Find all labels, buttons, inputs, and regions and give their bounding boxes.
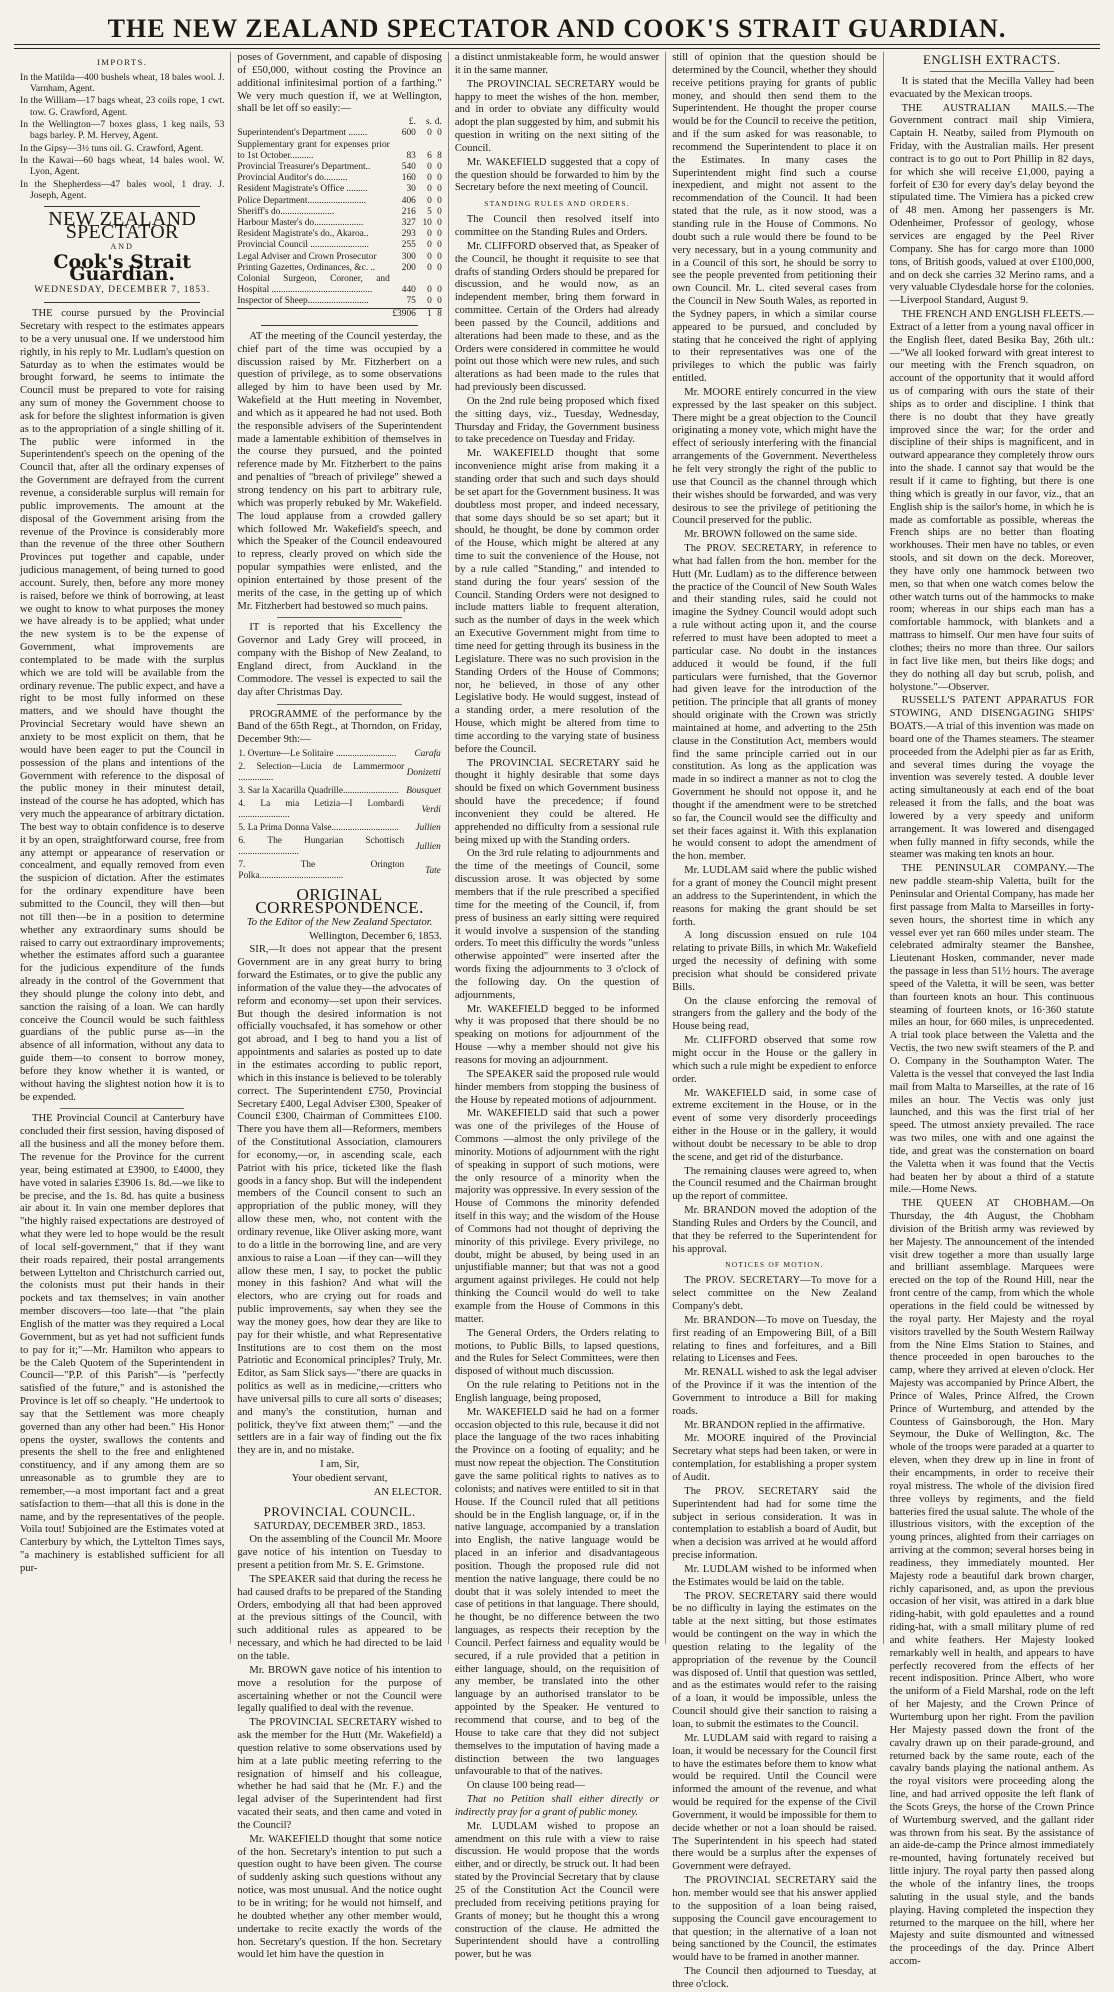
council-paragraph: On the 3rd rule relating to adjournments and the time of the meetings of Council, some discussion arose. It was objected by some members that if the rule prescribed a specified time for the meeting of the Council, if, from press of business an early sitting were required it would involve a suspension of the standing orders. To meet this difficulty the words "unless otherwise appointed" were inserted after the words fixing the adjournments to 3 o'clock of the following day. On the question of adjournments, — [454, 848, 660, 1001]
divider — [60, 1108, 184, 1109]
council-paragraph: The PROVINCIAL SECRETARY wished to ask the member for the Hutt (Mr. Wakefield) a question relative to some observations used by him at a late public meeting referring to the resignation of himself and his colleague, whether he had said that he (Mr. F.) and the legal adviser of the Superintendent had first vacated their seats, and then came and voted in the Council? — [237, 1717, 442, 1831]
council-paragraph: The Council then resolved itself into committee on the Standing Rules and Orders. — [454, 214, 660, 238]
masthead-rule-lower — [14, 48, 1100, 49]
council-paragraph: On the rule relating to Petitions not in the English language, being proposed, — [454, 1380, 660, 1404]
column-1 — [14, 52, 231, 1644]
council-paragraph: The SPEAKER said the proposed rule would hinder members from stopping the business of the House by repeated motions of adjournment. — [454, 1068, 660, 1106]
council-paragraph: The PROV. SECRETARY said there would be no difficulty in laying the estimates on the table at the next sitting, but those estimates would be contingent on the way in which the question relating to the legality of the appropriation of the revenue by the Council was disposed of. Until that question was settled, and as the estimates would refer to the raising of a loan, it would be impossible, unless the Council should give their sanction to raising a loan, to submit the estimates to the Council. — [672, 1590, 877, 1730]
council-paragraph: On clause 100 being read— — [466, 1780, 586, 1792]
council-paragraph: A long discussion ensued on rule 104 relating to private Bills, in which Mr. Wakefield urged the necessity of defining with some precision what should be considered private Bills. — [672, 930, 877, 993]
estimates-total: £3906 1 8 — [237, 308, 441, 320]
council-paragraph: Mr. BRANDON—To move on Tuesday, the first reading of an Empowering Bill, of a Bill relating to fines and forfeitures, and a Bill relating to Licenses and Fees. — [672, 1314, 877, 1365]
council-paragraph: Mr. MOORE inquired of the Provincial Secretary what steps had been taken, or were in contemplation, for establishing a proper system of Audit. — [672, 1433, 877, 1483]
programme-row: 7. The Orington Polka.................................... Tate — [238, 860, 441, 882]
subheading-notices: NOTICES OF MOTION. — [725, 1260, 824, 1270]
import-item: In the William—17 bags wheat, 23 coils rope, 1 cwt. tow. G. Crawford, Agent. — [20, 95, 225, 118]
programme-row: 6. The Hungarian Schottisch .......................... Jullien — [238, 836, 441, 858]
divider — [277, 617, 401, 618]
estimates-row: Provincial Council ......................... 255 0 0 — [237, 240, 442, 251]
paper-subtitle: Cook's Strait Guardian. — [53, 250, 191, 286]
correspondence-heading: ORIGINAL CORRESPONDENCE. — [255, 885, 424, 917]
dateline: WEDNESDAY, DECEMBER 7, 1853. — [34, 285, 211, 296]
council-paragraph: Mr. LUDLAM said with regard to raising a loan, it would be necessary for the Council first to have the estimates before them to know what would be required. Until the Council were informed the amount of the revenue, and what would be required for the expense of the Civil Government, it would be impossible for them to decide whether or not a loan should be raised. The Superintendent in his speech had stated there would be a surplus after the expenses of Government were defrayed. — [672, 1732, 877, 1873]
import-item: In the Shepherdess—47 bales wool, 1 dray. J. Joseph, Agent. — [20, 178, 225, 201]
columns — [14, 52, 1100, 1990]
extract-paragraph: THE QUEEN AT CHOBHAM.—On Thursday, the 4th August, the Chobham division of the British army was reviewed by her Majesty. The announcement of the intended visit drew together a more than usually large and brilliant assemblage. Marquees were erected on the top of the Round Hill, near the front centre of the camp, from which the whole operations in the field could be witnessed by the royal party. Her Majesty and the royal visitors travelled by the South Western Railway from the Nine Elms Station to Staines, and thence proceeded in open barouches to the camp, where they arrived at eleven o'clock. Her Majesty was accompanied by Prince Albert, the Prince of Wales, Prince Alfred, the Crown Prince of Wurtemburg, and attended by the Countess of Gainsborough, the Hon. Mary Seymour, the Duke of Wellington, &c. The whole of the troops were paraded at a quarter to eleven, when they drew up in line in front of their encampments, in order to receive their royal mistress. The whole of the division fired three volleys by regiments, and the field batteries fired the usual salute. The whole of the illustrious visitors, with the exception of the young princes, alighted from their carriages on arriving at the common; several horses being in readiness, they immediately mounted. Her Majesty rode a beautiful dark brown charger, richly caparisoned, and, as upon the previous occasion of her visit, was attired in a dark blue riding-habit, with gold epaulettes and a round riding-hat, with a small military plume of red and white feathers. Her Majesty looked remarkably well in health, and appears to have perfectly recovered from the effects of her recent indisposition. Prince Albert, who wore the uniform of a Field Marshal, rode on the left of her Majesty, and the Crown Prince of Wurtemburg upon her right. From the pavilion Her Majesty passed down the front of the cavalry drawn up on their parade-ground, and returned back by the same route, each of the cavalry bands playing the national anthem. As the royal visitors were proceeding along the line, and had arrived opposite the left flank of the Scots Greys, the horse of the Crown Prince of Wurtemburg swerved, and the gallant rider was thrown from his seat. By the assistance of an aide-de-camp the Prince almost immediately re-mounted, having fortunately received but little injury. The royal party then passed along the whole of the infantry lines, the troops saluting in the usual style, and the bands playing. Having completed the inspection they returned to the marquee on the hill, where her Majesty and suite dismounted and witnessed the proceedings of the day. Prince Albert accom- — [889, 1198, 1095, 1968]
column-3 — [449, 52, 666, 1961]
programme-intro: PROGRAMME of the performance by the Band of the 65th Regt., at Thorndon, on Friday, December 9th:— — [237, 708, 442, 746]
council-heading: PROVINCIAL COUNCIL. — [263, 1503, 416, 1519]
council-paragraph: Mr. LUDLAM wished to be informed when the Estimates would be laid on the table. — [672, 1563, 877, 1588]
divider — [930, 71, 1054, 72]
divider — [261, 325, 417, 326]
import-item: In the Gipsy—3½ tuns oil. G. Crawford, Agent. — [20, 142, 204, 154]
divider — [44, 206, 200, 207]
editorial-paragraph: IT is reported that his Excellency the Governor and Lady Grey will proceed, in company with the Bishop of New Zealand, to England direct, from Auckland in the Commodore. The vessel is expected to sail the day after Christmas Day. — [237, 622, 442, 698]
estimates-row: Provincial Auditor's do.......... 160 0 0 — [237, 173, 442, 184]
column-5 — [884, 52, 1100, 1968]
council-paragraph: Mr. MOORE entirely concurred in the view expressed by the last speaker on this subject. There might be a great objection to the Council originating a money vote, which might have the effect of seriously interfering with the financial arrangements of the Government. Nevertheless he felt very strongly the right of the public to use that Council as the channel through which their wishes should be forwarded, and was very desirous to see the privilege of petitioning the Council preserved for the public. — [672, 386, 877, 527]
extract-paragraph: THE FRENCH AND ENGLISH FLEETS.—Extract of a letter from a young naval officer in the English fleet, dated Besika Bay, 26th ult.:—"We all looked forward with great interest to our meeting with the French squadron, on account of the opportunity that it would afford us of comparing with ours the state of their ships as to order and discipline. I think that there is no doubt that they have greatly improved since the war; for the order and discipline of their ships is magnificent, and in outward appearance they completely throw ours into the shade. I cannot say that would be the result if it came to fighting, but there is one thing which is greatly in our favor, viz., that an English ship is the sailor's home, in which he is made as comfortable as possible, whereas the French ships are no better than floating workhouses. Their men have no tables, or even stools, and sit down on the deck. Moreover, they have only one hammock between two men, so that when one watch comes below the other watch turns out of the hammocks to make room; whereas in our ships each man has a comfortable hammock, with blankets and a mattrass to himself. Our men have four suits of clothes; theirs no more than three. Our sailors in fact live like men, but theirs like dogs; and they do nothing all day but scrub, polish, and holystone."—Observer. — [889, 309, 1095, 693]
council-paragraph: Mr. WAKEFIELD said that such a power was one of the privileges of the House of Commons —almost the only privilege of the minority. Motions of adjournment with the right of speaking in support of such motions, were the only resource of a minority when the majority was oppressive. In every session of the House of Commons the minority defended itself in this way; and the wisdom of the House of Commons had not thought of depriving the minority of this privilege. Every privilege, no doubt, might be abused, by being used in an unjustifiable manner; but that was not a good argument against privileges. He could not help thinking the Council would do well to take example from the House of Commons in this matter. — [454, 1108, 660, 1325]
council-paragraph: Mr. CLIFFORD observed that, as Speaker of the Council, he thought it requisite to see that drafts of standing Orders should be prepared for discussion, and he would now, as an independent member, bring them forward in committee. Certain of the Orders had already been passed by the Council, additions and alterations had been made to these, and as the Orders were considered in committee he would point out those which were new rules, and such alterations as had been made to the rules that had previously been discussed. — [454, 240, 660, 394]
import-item: In the Wellington—7 boxes glass, 1 keg nails, 53 bags barley. P. M. Hervey, Agent. — [20, 119, 225, 142]
extract-paragraph: THE AUSTRALIAN MAILS.—The Government contract mail ship Vimiera, Captain H. Neatby, sailed from Plymouth on Friday, with the Australian mails. Her present contract is to go out to Port Phillip in 82 days, for which she will receive £1,000, paying a forfeit of £30 for every day's delay beyond the stipulated time. The Vimiera has a picked crew of 48 men. Among her passengers is Mr. Odenheimer, Professor of geology, whose services are engaged by the Peel River Company. She has for cargo more than 1000 tons, of British goods, valued at over £100,000, and on deck she carries 32 Merino rams, and a very valuable Clydesdale horse for the colonies.—Liverpool Standard, August 9. — [889, 102, 1095, 307]
programme-row: 5. La Prima Donna Valse............................. Jullien — [238, 823, 441, 834]
estimates-row: Legal Adviser and Crown Prosecutor 300 0 0 — [237, 251, 442, 262]
extract-paragraph: THE PENINSULAR COMPANY.—The new paddle steam-ship Valetta, built for the Peninsular and Oriental Company, has made her first passage from Malta to Marseilles in forty-seven hours, the shortest time in which any vessel ever yet ran 660 miles under steam. The celebrated admiralty steamer the Banshee, Lieutenant Hosken, commander, never made the passage in less than 51½ hours. The average speed of the Valetta, it will be seen, was better than fourteen knots an hour. This continuous steaming of fourteen knots, or 16·360 statute miles an hour, for 660 miles, is unprecedented. A trial took place between the Valetta and the Vectis, the two new swift steamers of the P. and O. Company in the Southampton Water. The Valetta is the vessel that conveyed the last India mail from Malta to Marseilles, at the rate of 16 miles an hour. The Vectis was only just launched, and this was the first trial of her speed. The utmost anxiety prevailed. The race was two miles, one with and one against the tide, and great was the consternation on board the Valetta when it was found that the Vectis had beaten her by about a third of a statute mile.—Home News. — [889, 863, 1095, 1196]
estimates-row: Police Department......................... 406 0 0 — [237, 195, 442, 206]
estimates-row: Supplementary grant for expenses prior to 1st October.......... 83 6 8 — [237, 139, 442, 161]
council-paragraph: On the 2nd rule being proposed which fixed the sitting days, viz., Tuesday, Wednesday, Thursday and Friday, the Government business to take precedence on Tuesday and Friday. — [454, 395, 660, 446]
to-editor-line: To the Editor of the New Zealand Spectator. — [246, 916, 433, 928]
estimates-row: Inspector of Sheep.......................... 75 0 0 — [237, 296, 442, 307]
council-paragraph: On the clause enforcing the removal of strangers from the gallery and the body of the House being read, — [672, 995, 877, 1033]
masthead: THE NEW ZEALAND SPECTATOR AND COOK'S STRAIT GUARDIAN. — [107, 14, 1007, 43]
editorial-paragraph: AT the meeting of the Council yesterday, the chief part of the time was occupied by a discussion raised by Mr. Fitzherbert on a question of privilege, as to some observations alleged by him to have been used by Mr. Wakefield at the Hutt meeting in November, and which as it appeared he had not used. Both the responsible advisers of the Superintendent made a lamentable exhibition of themselves in the course they pursued, and the pointed reference made by Mr. Fitzherbert to the pains and penalties of "breach of privilege" shewed a strong tendency on his part to arbitrary rule, which was properly rebuked by Mr. Wakefield. The loud applause from a crowded gallery which followed Mr. Wakefield's speech, and which the Speaker of the Council endeavoured to repress, clearly proved on which side the popular sympathies were enlisted, and the opinion entertained by those present of the merits of the case, in the getting up of which Mr. Fitzherbert had bestowed so much pains. — [237, 330, 442, 612]
council-paragraph: Mr. WAKEFIELD begged to be informed why it was proposed that there should be no speaking on motions for adjournment of the House —why a member should not give his reasons for moving an adjournment. — [454, 1003, 660, 1066]
council-paragraph: Mr. RENALL wished to ask the legal adviser of the Province if it was the intention of the Government to introduce a Bill for making roads. — [672, 1367, 877, 1417]
letter-signoff: Your obedient servant, — [291, 1473, 388, 1484]
estimates-row: Printing Gazettes, Ordinances, &c. .. 200 0 0 — [237, 262, 442, 273]
estimates-row: Colonial Surgeon, Coroner, and Hospital ........................................... 440 0 0 — [237, 274, 442, 296]
council-paragraph: Mr. BRANDON replied in the affirmative. — [684, 1419, 865, 1431]
letter-date: Wellington, December 6, 1853. — [309, 930, 442, 942]
council-paragraph: Mr. LUDLAM said where the public wished for a grant of money the Council might present an address to the Superintendent, in which the reasons for making the grant should be set forth. — [672, 865, 877, 928]
subheading-standing-rules: STANDING RULES AND ORDERS. — [484, 199, 630, 209]
column-2 — [231, 52, 448, 1961]
estimates-row: Provincial Treasurer's Department.. 540 0 0 — [237, 162, 442, 173]
import-item: In the Kawai—60 bags wheat, 14 bales wool. W. Lyon, Agent. — [20, 154, 225, 178]
council-paragraph: The PROV. SECRETARY said the Superintendent had had for some time the subject in serious consideration. It was in contemplation to establish a board of Audit, but when a decision was arrived at he would afford precise information. — [672, 1485, 877, 1562]
council-paragraph: Mr. BRANDON moved the adoption of the Standing Rules and Orders by the Council, and that they be referred to the Superintendent for his approval. — [672, 1205, 877, 1255]
english-extracts-heading: ENGLISH EXTRACTS. — [922, 52, 1061, 67]
council-paragraph: Mr. WAKEFIELD thought that some notice of the hon. Secretary's intention to put such a question ought to have been given. The course of suddenly asking such questions without any notice, was most unusual. And the notice ought to be in writing; for he would not himself, and he doubted whether any other member would, undertake to recite exactly the words of the hon. Secretary's question. If the hon. Secretary would let him have the question in — [237, 1833, 442, 1961]
council-paragraph: Mr. BROWN followed on the same side. — [684, 529, 858, 541]
estimates-row: Superintendent's Department ........ 600 0 0 — [237, 128, 442, 139]
extract-paragraph: RUSSELL'S PATENT APPARATUS FOR STOWING, AND DISENGAGING SHIPS' BOATS.—A trial of this invention was made on board one of the Thames steamers. The steamer proceeded from the Adelphi pier as far as Erith, and several times during the voyage the invention was severely tested. A double lever acting simultaneously at each end of the boat released it from the falls, and the boat was lowered by a very speedy and uniform arrangement. It was lowered and disengaged when fully manned in fifty seconds, while the steamer was making ten knots an hour. — [889, 695, 1095, 861]
estimates-row: Sheriff's do....................... 216 5 0 — [237, 206, 442, 217]
council-paragraph: a distinct unmistakeable form, he would answer it in the same manner. — [454, 52, 660, 76]
divider — [277, 704, 401, 705]
council-paragraph: The General Orders, the Orders relating to motions, to Public Bills, to lapsed questions, and the Rules for Select Committees, were then disposed of without much discussion. — [454, 1327, 660, 1378]
council-paragraph: Mr. WAKEFIELD said, in some case of extreme excitement in the House, or in the event of some very disorderly proceedings either in the House or in the gallery, it would without doubt be necessary to be able to drop the scene, and get rid of the disturbance. — [672, 1087, 877, 1163]
letter-body: SIR,—It does not appear that the present Government are in any great hurry to bring forward the Estimates, or to give the public any information of the value they—the advocates of reform and economy—set upon their services. But though the desired information is not officially vouchsafed, it has somehow or other got abroad, and I beg to hand you a list of appointments and salaries as posted up to date in the estimates according to public report, which in this instance is believed to be tolerably correct. The Superintendent £750, Provincial Secretary £400, Legal Adviser £300, Speaker of Council £300, Chairman of Committees £100. There you have them all—Reformers, members of the Constitutional Association, clamourers for economy,—or, in ascending scale, each Patriot with his price, ticketed like the flash goods in a fancy shop. But will the independent members of the Council consent to such an appropriation of the public money, will they allow these men, who, not content with the ordinary revenue, like Oliver asking more, want to do a little in the borrowing line, and are very anxious to raise a Loan —if they can—will they allow these men, I say, to pocket the public money in this fashion? And what will the electors, who are crying out for roads and public improvements, say when they see the way the money goes, how dear they are like to pay for their whistle, and what Representative Institutions are to cost them on the most Patriotic and Economical principles? Truly, Mr. Editor, as Sam Slick says—"there are quacks in politics as well as in medicine,—critters who have universal pills to cure all sorts o' diseases; and many's the constitution, human and politick, they've fixt atween them;" —and the settlers are in a fair way of finding out the fix they are in, and no mistake. — [237, 944, 442, 1457]
council-paragraph: The PROV. SECRETARY, in reference to what had fallen from the hon. member for the Hutt (Mr. Ludlam) as to the difference between the practice of the Council of New South Wales and their standing rules, said he could not imagine the Sydney Council would adopt such a rule without acting upon it, and the course referred to must have been adopted to meet a particular case. No doubt in the instances adduced it would be found, if the full particulars were furnished, that the Governor had given leave for the introduction of the petition. The principle that all grants of money should originate with the Crown was strictly maintained at home, and adverting to the 25th clause in the Constitution Act, members would find the same principle carried out in our constitution. As long as the application was made in so indirect a manner as not to clog the Government he should not oppose it, and he thought if the amendment were to be stretched so far, the Council would see the difficulty and set their faces against it. With this explanation he would consent to adopt the amendment of the hon. member. — [672, 543, 877, 863]
council-paragraph: Mr. WAKEFIELD thought that some inconvenience might arise from making it a standing order that such and such days should be set apart for the Government business. It was doubtless most proper, and indeed necessary, that some days should be so set apart; but it should, he thought, be done by common order of the House, which might be altered at any time to suit the convenience of the House, not by a rule called "Standing," and intended to stand during the four years' session of the Council. Standing Orders were not designed to include matters liable to frequent alteration, such as the number of days in the week which an Executive Government might from time to time need for getting through its business in the Legislature. There was no such provision in the Standing Orders of the House of Commons; nor, he believed, in those of any other Legislative body. He would suggest, instead of a standing order, a mere resolution of the House, which might be altered from time to time according to the varying state of business before the Council. — [454, 448, 660, 755]
letter-signoff: I am, Sir, — [320, 1459, 360, 1471]
council-paragraph: The PROV. SECRETARY—To move for a select committee on the New Zealand Company's debt. — [672, 1275, 877, 1312]
council-paragraph: The PROVINCIAL SECRETARY said the hon. member would see that his answer applied to the supposition of a loan being raised, supposing the Council gave encouragement to that question; in the alternative of a loan not being sanctioned by the Council, the estimates would have to be framed in another manner. — [672, 1875, 877, 1964]
estimates-row: Harbour Master's do..................... 327 10 0 — [237, 218, 442, 229]
council-date: SATURDAY, DECEMBER 3RD., 1853. — [253, 1520, 426, 1532]
paper-title-and: AND — [110, 241, 134, 251]
council-paragraph: Mr. LUDLAM wished to propose an amendment on this rule with a view to raise discussion. He would propose that the words either, and or directly, be struck out. It had been stated by the Provincial Secretary that by clause 25 of the Constitution Act the Council were precluded from receiving petitions praying for Grants of money; but he thought this a wrong construction of the clause. He admitted the Superintendent should have a controlling power, but he was — [454, 1820, 660, 1961]
council-paragraph: still of opinion that the question should be determined by the Council, whether they should receive petitions praying for grants of public money, and should then send them to the Superintendent. He thought the proper course would be for the Council to receive the petition, and if the sum asked for was reasonable, to recommend the Superintendent to place it on the Estimates. In many cases the Superintendent might find such a course inexpedient, and might not assent to the recommendation of the Council. It had been stated that the rule, as it now stood, was a standing rule in the House of Commons. No doubt such a rule would there be found to be very necessary, but in a young community and in a Council of this sort, he should be sorry to see the people prevented from petitioning their own Council. Mr. L. cited several cases from the Council in New South Wales, as reported in the Sydney papers, in which a similar course appeared to be pursued, and concluded by stating that he conceived the right of applying to their representatives was one of the privileges to which the public was fairly entitled. — [672, 52, 877, 385]
divider — [44, 302, 200, 303]
column-4 — [666, 52, 883, 1990]
council-paragraph: The PROVINCIAL SECRETARY said he thought it highly desirable that some days should be fixed on which Government business should have the precedence; if found inconvenient they could be altered. He apprehended no difficulty from a sessional rule being mixed up with the Standing orders. — [454, 757, 660, 846]
estimates-intro: poses of Government, and capable of disposing of £50,000, without costing the Province an additional infinitesimal portion of a farthing." We very much question if, we at Wellington, shall be let off so easily:— — [237, 52, 442, 115]
council-paragraph: The PROVINCIAL SECRETARY would be happy to meet the wishes of the hon. member, and in order to obviate any difficulty would adopt the plan suggested by him, and submit his question in writing on the next sitting of the Council. — [454, 78, 660, 154]
programme-row: 3. Sar la Xacarilla Quadrille........................ Bousquet — [238, 786, 441, 797]
estimates-row: Resident Magistrate's Office ......... 30 0 0 — [237, 184, 442, 195]
imports-heading: IMPORTS. — [96, 57, 148, 67]
council-paragraph: Mr. BROWN gave notice of his intention to move a resolution for the purpose of ascertaining whether or not the Council were legally qualified to deal with the revenue. — [237, 1664, 442, 1715]
programme-table — [237, 748, 441, 883]
estimates-table — [237, 117, 441, 320]
council-paragraph: That no Petition shall either directly or indirectly pray for a grant of public money. — [454, 1794, 660, 1818]
extract-paragraph: It is stated that the Mecilla Valley had been evacuated by the Mexican troops. — [889, 75, 1095, 100]
programme-row: 4. La mia Letizia—I Lombardi ...................... Verdi — [238, 799, 441, 821]
masthead-rule — [14, 44, 1100, 45]
editorial-paragraph: THE Provincial Council at Canterbury have concluded their first session, having disposed of all the business and all the money before them. The revenue for the Province for the current year, being estimated at £3900, to £4000, they have voted in salaries £3906 1s. 8d.—we like to be precise, and the 1s. 8d. has quite a business air about it. In vain one member deplores that "the highly raised expectations are destroyed of what they were led to hope would be the result of local self-government," that if they want their roads repaired, their postal arrangements between Lyttelton and Christchurch carried out, the colonists must put their hands in their pockets and tax themselves; in vain another member discovers—too late—that "the plain English of the matter was they required a Local Government, but as yet had not sufficient funds to pay for it;"—Mr. Hamilton who appears to be the Caleb Quotem of the Superintendent in Council—"P.P. of this Parish"—is "perfectly satisfied of the future," and is astonished the Province is let off so cheaply. "He undertook to say that the Settlement was more cheaply governed than any other had been." His Honor opens the oyster, swallows the contents and presents the shell to the free and enlightened constituency, and if any among them are so unreasonable as to grumble they are to remember,—a most important fact and a great satisfaction to them—that all this is done in the name, and by the representatives of the people. Voila tout! Subjoined are the Estimates voted at Canterbury by which, the Lyttelton Times says, "a machinery is established sufficient for all pur- — [20, 1113, 225, 1575]
council-paragraph: The Council then adjourned to Tuesday, at three o'clock. — [672, 1966, 877, 1990]
council-paragraph: Mr. WAKEFIELD suggested that a copy of the question should be forwarded to him by the Secretary before the next meeting of Council. — [454, 156, 660, 194]
letter-signature: AN ELECTOR. — [373, 1486, 442, 1498]
import-item: In the Matilda—400 bushels wheat, 18 bales wool. J. Varnham, Agent. — [20, 71, 225, 95]
editorial-paragraph: THE course pursued by the Provincial Secretary with respect to the estimates appears to be a very unusual one. If we understood him rightly, in his reply to Mr. Ludlam's question on Saturday as to when the estimates would be brought forward, he seems to intimate the Council must be prepared to vote for raising any sum of money the Government choose to ask for before the slightest information is given as to the appropriation of a single shilling of it. The public were informed in the Superintendent's speech on the opening of the Council that, after all the ordinary expenses of the Government are defrayed from the current revenue, a considerable surplus will remain for public improvements. The amount at the disposal of the Government arising from the revenue of the Province is considerably more than the revenue of the three other Southern Provinces put together and capable, under judicious management, of being turned to good account. Surely, then, before any more money is raised, before we think of borrowing, at least we ought to know to what purposes the money we have already is to be applied; what under the new system is to be the expense of Government, what improvements are contemplated to be made with the surplus which we are told will be available from the ordinary revenue. The public expect, and have a right to be most fully informed on these matters, and we should have thought the Provincial Secretary would have shewn an anxiety to be most explicit on them, that he would have been eager to put the Council in possession of the plans and intentions of the Government with reference to the disposal of the public money in their minutest detail, instead of the course he has adopted, which has very much the appearance of arbitrary dictation. The best way to obtain confidence is to deserve it by an open, straightforward course, free from any attempt or appearance of reservation or concealment, and equally removed from even the suspicion of dictation. After the estimates for the ordinary expenditure have been submitted to the Council, they will then—but not till then—be in a position to determine whether any extraordinary sums should be raised to carry out extraordinary improvements; whether the estimates afford such a guarantee for the judicious expenditure of the funds already in the control of the Government that they should plunge the colony into debt, and sanction the raising of a loan. We can hardly conceive the Council would be such faithless guardians of the public purse as—in the absence of all information, without any data to guide them—to consent to borrow money, before they know whether it is wanted, or without having the slightest notion how it is to be expended. — [20, 308, 225, 1103]
programme-row: 2. Selection—Lucia de Lammermoor ............... Donizetti — [238, 762, 441, 784]
estimates-header: £. s. d. — [408, 117, 442, 128]
imports-list — [20, 72, 224, 201]
council-paragraph: The SPEAKER said that during the recess he had caused drafts to be prepared of the Standing Orders, embodying all that had been approved at the previous sittings of the Council, with such additional rules as appeared to be necessary, and which he had directed to be laid on the table. — [237, 1573, 442, 1662]
council-paragraph: Mr. WAKEFIELD said he had on a former occasion objected to this rule, because it did not place the language of the two races inhabiting the Province on a footing of equality; and he must now repeat the objection. The Constitution gave the same political rights to natives as to colonists; and natives were entitled to sit in that House. If the Council ruled that all petitions should be in the English language, or, if in the native language, accompanied by a translation into English, the native language would be placed in an inferior and disadvantageous position. Though the proposed rule did not mention the native language, there could be no doubt that it was solely intended to meet the case of petitions in that language. There should, he thought, be no difference between the two languages, as respects their reception by the Council. Perfect fairness and equality would be secured, if a rule provided that a petition in either language, should, on the requisition of any member, be translated into the other language by an authorised translator to be appointed by the Speaker. He ventured to recommend that course, and to beg of the House to take care that they did not subject themselves to the imputation of having made a distinction between the two languages unfavourable to that of the natives. — [454, 1406, 660, 1778]
council-paragraph: Mr. CLIFFORD observed that some row might occur in the House or the gallery in which such a rule might be expedient to enforce order. — [672, 1035, 877, 1085]
paper-title: NEW ZEALAND SPECTATOR — [48, 208, 197, 243]
programme-row: 1. Overture—Le Solitaire .......................... Carafa — [238, 749, 441, 760]
council-paragraph: The remaining clauses were agreed to, when the Council resumed and the Chairman brought up the report of committee. — [672, 1165, 877, 1203]
estimates-row: Resident Magistrate's do., Akaroa.. 293 0 0 — [237, 229, 442, 240]
council-paragraph: On the assembling of the Council Mr. Moore gave notice of his intention on Tuesday to present a petition from Mr. S. E. Grimstone. — [237, 1534, 442, 1572]
